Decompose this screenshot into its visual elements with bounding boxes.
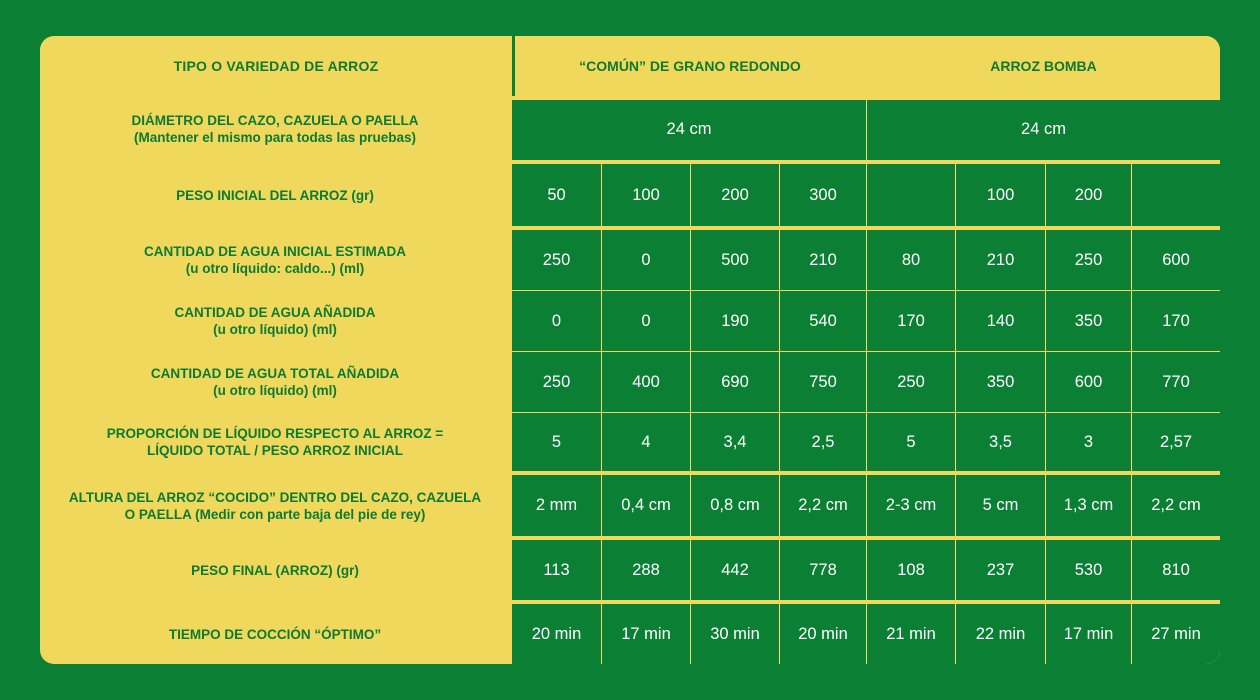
value-cell: 113	[512, 540, 601, 600]
row-separator	[40, 536, 1220, 540]
row-label	[40, 291, 510, 351]
value-cell: 100	[956, 164, 1045, 226]
value-cell: 500	[691, 230, 779, 290]
value-cell: 21 min	[867, 604, 955, 664]
header-group-common-rice: “COMÚN” DE GRANO REDONDO	[579, 58, 801, 74]
value-cell: 237	[956, 540, 1045, 600]
value-cell: 0	[512, 291, 601, 351]
value-cell: 200	[691, 164, 779, 226]
row-cooking-time	[40, 604, 1220, 664]
value-cell: 3,5	[956, 413, 1045, 471]
value-cell: 810	[1132, 540, 1220, 600]
header-group-bomba-rice: ARROZ BOMBA	[990, 58, 1097, 74]
value-cell: 2 mm	[512, 475, 601, 536]
row-separator	[40, 226, 1220, 230]
row-label-line1: CANTIDAD DE AGUA AÑADIDA	[174, 305, 376, 320]
value-cell: 140	[956, 291, 1045, 351]
value-cell: 0	[602, 230, 690, 290]
row-final-weight	[40, 540, 1220, 600]
value-cell	[1132, 164, 1220, 226]
row-label-line1: PESO FINAL (ARROZ) (gr)	[191, 562, 359, 578]
value-cell: 250	[867, 352, 955, 412]
value-cell: 530	[1046, 540, 1131, 600]
value-cell: 2-3 cm	[867, 475, 955, 536]
value-cell: 0,8 cm	[691, 475, 779, 536]
value-cell: 250	[1046, 230, 1131, 290]
row-cells	[512, 604, 1220, 664]
row-label-line2: (u otro líquido) (ml)	[213, 383, 337, 398]
row-label	[40, 604, 510, 664]
value-cell: 210	[956, 230, 1045, 290]
value-cell: 778	[780, 540, 866, 600]
value-cell: 20 min	[780, 604, 866, 664]
row-separator	[40, 96, 1220, 100]
row-label	[40, 413, 510, 471]
results-table	[40, 36, 1220, 664]
diameter-cell-bomba: 24 cm	[867, 98, 1220, 160]
value-cell: 5	[512, 413, 601, 471]
row-initial-water	[40, 230, 1220, 290]
row-cells	[512, 540, 1220, 600]
row-cells	[512, 475, 1220, 536]
value-cell: 350	[1046, 291, 1131, 351]
row-initial-weight	[40, 164, 1220, 226]
row-label	[40, 230, 510, 290]
value-cell: 22 min	[956, 604, 1045, 664]
value-cell: 108	[867, 540, 955, 600]
value-cell: 2,2 cm	[1132, 475, 1220, 536]
value-cell: 27 min	[1132, 604, 1220, 664]
value-cell: 170	[1132, 291, 1220, 351]
row-cells	[512, 98, 1220, 160]
value-cell: 190	[691, 291, 779, 351]
value-cell: 17 min	[602, 604, 690, 664]
value-cell: 2,57	[1132, 413, 1220, 471]
row-label-line1: CANTIDAD DE AGUA TOTAL AÑADIDA	[150, 366, 400, 381]
value-cell: 80	[867, 230, 955, 290]
row-label-line1: DIÁMETRO DEL CAZO, CAZUELA O PAELLA	[131, 113, 419, 128]
row-label-line2: (u otro líquido) (ml)	[213, 322, 337, 337]
diameter-cell-common: 24 cm	[512, 98, 866, 160]
row-label-line1: TIEMPO DE COCCIÓN “ÓPTIMO”	[168, 626, 382, 642]
value-cell: 1,3 cm	[1046, 475, 1131, 536]
row-separator	[40, 471, 1220, 475]
value-cell: 300	[780, 164, 866, 226]
value-cell: 4	[602, 413, 690, 471]
row-separator	[40, 160, 1220, 164]
value-cell: 200	[1046, 164, 1131, 226]
value-cell: 2,5	[780, 413, 866, 471]
row-label-line2: LÍQUIDO TOTAL / PESO ARROZ INICIAL	[146, 443, 403, 458]
value-cell: 210	[780, 230, 866, 290]
row-label-line2: O PAELLA (Medir con parte baja del pie de rey)	[124, 506, 426, 522]
value-cell: 400	[602, 352, 690, 412]
row-cooked-height	[40, 475, 1220, 536]
value-cell: 600	[1132, 230, 1220, 290]
value-cell: 5	[867, 413, 955, 471]
value-cell: 0,4 cm	[602, 475, 690, 536]
value-cell: 250	[512, 230, 601, 290]
value-cell	[867, 164, 955, 226]
row-label	[40, 540, 510, 600]
row-cells	[512, 413, 1220, 471]
row-label-line2: (Mantener el mismo para todas las pruebas)	[133, 130, 417, 145]
value-cell: 770	[1132, 352, 1220, 412]
value-cell: 600	[1046, 352, 1131, 412]
value-cell: 540	[780, 291, 866, 351]
value-cell: 750	[780, 352, 866, 412]
value-cell: 100	[602, 164, 690, 226]
row-label-line2: (u otro líquido: caldo...) (ml)	[185, 261, 365, 276]
value-cell: 5 cm	[956, 475, 1045, 536]
value-cell: 2,2 cm	[780, 475, 866, 536]
row-label	[40, 164, 510, 226]
value-cell: 350	[956, 352, 1045, 412]
value-cell: 50	[512, 164, 601, 226]
row-label-line1: PESO INICIAL DEL ARROZ (gr)	[176, 187, 374, 203]
row-label	[40, 98, 510, 160]
value-cell: 690	[691, 352, 779, 412]
row-separator	[40, 600, 1220, 604]
row-label	[40, 475, 510, 536]
row-diameter	[40, 98, 1220, 160]
value-cell: 17 min	[1046, 604, 1131, 664]
value-cell: 0	[602, 291, 690, 351]
value-cell: 288	[602, 540, 690, 600]
value-cell: 170	[867, 291, 955, 351]
header-rice-type-label: TIPO O VARIEDAD DE ARROZ	[173, 58, 379, 74]
row-liquid-ratio	[40, 413, 1220, 471]
row-label-line1: ALTURA DEL ARROZ “COCIDO” DENTRO DEL CAZO, CAZUELA	[68, 489, 482, 505]
value-cell: 442	[691, 540, 779, 600]
row-total-water	[40, 352, 1220, 412]
row-label-line1: CANTIDAD DE AGUA INICIAL ESTIMADA	[144, 244, 406, 259]
row-label	[40, 352, 510, 412]
value-cell: 3	[1046, 413, 1131, 471]
row-cells	[512, 352, 1220, 412]
row-cells	[512, 291, 1220, 351]
value-cell: 30 min	[691, 604, 779, 664]
row-cells	[512, 164, 1220, 226]
value-cell: 20 min	[512, 604, 601, 664]
value-cell: 3,4	[691, 413, 779, 471]
row-added-water	[40, 291, 1220, 351]
value-cell: 250	[512, 352, 601, 412]
row-cells	[512, 230, 1220, 290]
row-label-line1: PROPORCIÓN DE LÍQUIDO RESPECTO AL ARROZ =	[106, 426, 444, 441]
